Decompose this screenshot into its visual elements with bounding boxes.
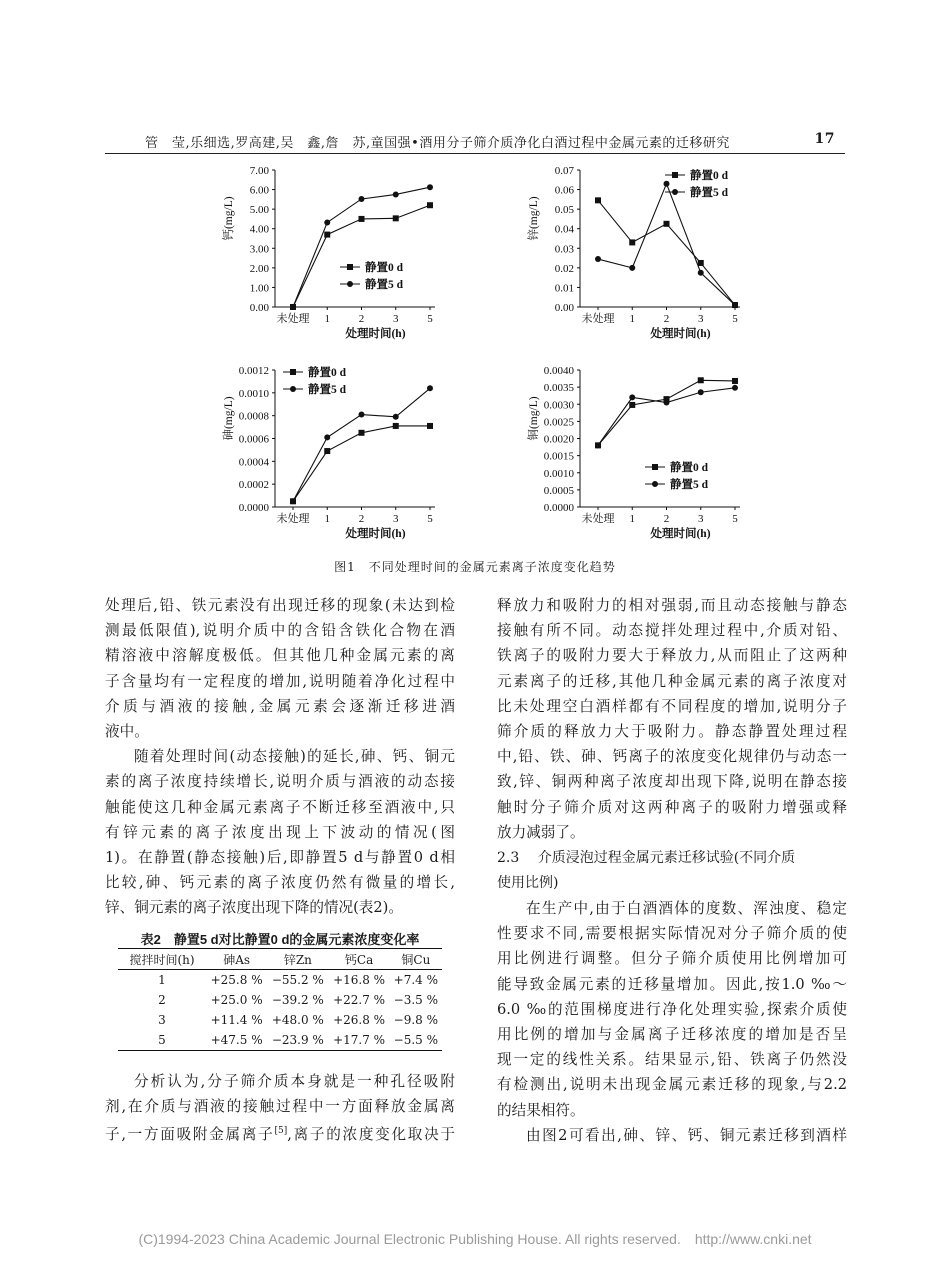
table-cell: +47.5 %	[210, 1033, 263, 1047]
x-tick-label: 1	[324, 513, 330, 525]
data-point	[595, 197, 601, 203]
data-point	[698, 270, 704, 276]
table-row	[118, 1010, 442, 1030]
table-cell: +22.7 %	[333, 993, 386, 1007]
legend-marker	[652, 481, 658, 487]
table-row	[118, 970, 442, 991]
x-tick-label: 2	[663, 313, 670, 325]
y-tick-label: 0.0005	[543, 484, 574, 497]
legend-marker	[290, 386, 296, 392]
table-cell: −3.5 %	[393, 993, 439, 1007]
x-tick-label: 1	[324, 313, 330, 325]
data-table	[118, 948, 442, 1051]
data-point	[290, 304, 296, 310]
right-column-text-2	[497, 896, 847, 1148]
x-tick-label: 未处理	[581, 513, 615, 525]
legend-label: 静置5 d	[365, 279, 404, 291]
x-axis-label: 处理时间(h)	[650, 528, 711, 540]
legend-label: 静置0 d	[365, 262, 404, 274]
x-tick-label: 3	[698, 313, 704, 325]
table-cell: −9.8 %	[393, 1013, 439, 1027]
data-point	[393, 414, 399, 420]
data-point	[427, 202, 433, 208]
data-point	[629, 239, 635, 245]
y-tick-label: 0.01	[554, 282, 574, 295]
right-column-text	[497, 593, 847, 845]
legend-marker	[672, 172, 678, 178]
text-line: 素的离子浓度持续增长,说明介质与酒液的动态接	[105, 773, 455, 791]
text-line: 铁离子的吸附力要大于释放力,从而阻止了这两种	[497, 647, 847, 665]
y-tick-label: 5.00	[249, 204, 269, 217]
text-line: 比较,砷、钙元素的离子浓度仍然有微量的增长,	[105, 874, 455, 892]
paragraph	[105, 593, 455, 744]
text-line: 分析认为,分子筛介质本身就是一种孔径吸附	[134, 1073, 455, 1090]
text-line: 精溶液中溶解度极低。但其他几种金属元素的离	[105, 647, 455, 665]
y-tick-label: 0.05	[554, 204, 574, 217]
data-point	[698, 377, 704, 383]
text-line: 用比例的增加与金属离子迁移浓度的增加是否呈	[497, 1026, 847, 1044]
x-tick-label: 1	[629, 313, 635, 325]
y-tick-label: 0.0002	[238, 479, 269, 492]
y-axis-label: 砷(mg/L)	[223, 396, 235, 441]
x-tick-label: 2	[663, 513, 670, 525]
text-line: 接触有所不同。动态搅拌处理过程中,介质对铅、	[497, 622, 847, 640]
y-tick-label: 0.04	[554, 223, 574, 236]
text-line: 中,铅、铁、砷、钙离子的浓度变化规律仍与动态一	[497, 748, 847, 766]
table-cell: 5	[158, 1033, 166, 1047]
table-cell: +16.8 %	[333, 973, 386, 987]
y-tick-label: 7.00	[249, 165, 269, 177]
left-column-text-after-table	[105, 1069, 455, 1147]
y-tick-label: 0.0004	[238, 456, 269, 469]
chart-arsenic	[215, 360, 465, 550]
chart-copper	[520, 360, 770, 550]
text-line: 随着处理时间(动态接触)的延长,砷、钙、铜元	[134, 748, 455, 766]
text-line: 处理后,铅、铁元素没有出现迁移的现象(未达到检	[105, 597, 455, 614]
table-cell: +11.4 %	[210, 1013, 263, 1027]
y-tick-label: 0.0020	[543, 433, 574, 446]
text-line: 1)。在静置(静态接触)后,即静置5 d与静置0 d相	[105, 849, 455, 867]
data-point	[595, 442, 601, 448]
text-line: 释放力和吸附力的相对强弱,而且动态接触与静态	[497, 597, 847, 614]
x-tick-label: 2	[358, 513, 365, 525]
data-point	[359, 216, 365, 222]
y-tick-label: 0.07	[554, 165, 574, 177]
table-title: 表2 静置5 d对比静置0 d的金属元素浓度变化率	[140, 932, 420, 947]
legend-marker	[652, 464, 658, 470]
y-tick-label: 0.0010	[238, 387, 269, 400]
text-line: 6.0 ‰的范围梯度进行净化处理实验,探索介质使	[497, 1000, 847, 1018]
text-line: 子,一方面吸附金属离子[5],离子的浓度变化取决于	[105, 1126, 455, 1144]
data-point	[324, 434, 330, 440]
x-tick-label: 5	[732, 313, 738, 325]
x-tick-label: 未处理	[276, 513, 310, 525]
y-tick-label: 0.06	[554, 184, 574, 197]
legend-label: 静置5 d	[690, 187, 729, 199]
y-axis-label: 钙(mg/L)	[223, 196, 235, 241]
legend-label: 静置0 d	[690, 170, 729, 182]
y-tick-label: 0.0006	[238, 433, 269, 446]
data-point	[698, 389, 704, 395]
text-line: 触能使这几种金属元素离子不断迁移至酒液中,只	[105, 798, 455, 816]
y-tick-label: 2.00	[249, 262, 269, 275]
y-tick-label: 0.03	[554, 243, 574, 256]
y-tick-label: 0.0040	[543, 365, 574, 377]
x-tick-label: 5	[427, 313, 433, 325]
section-title-continued: 使用比例)	[497, 875, 559, 891]
running-header	[105, 131, 845, 154]
series-line	[598, 200, 735, 305]
data-point	[393, 423, 399, 429]
y-tick-label: 0.0000	[543, 502, 574, 514]
page-number: 17	[814, 131, 835, 147]
figure-caption: 图1 不同处理时间的金属元素离子浓度变化趋势	[334, 560, 616, 574]
column-header: 锌Zn	[283, 952, 312, 967]
text-line: 筛介质的释放力大于吸附力。静态静置处理过程	[497, 723, 847, 741]
text-line: 有检测出,说明未出现金属元素迁移的现象,与2.2	[497, 1076, 847, 1094]
data-point	[629, 394, 635, 400]
column-header: 铜Cu	[401, 952, 431, 967]
series-line	[293, 388, 430, 501]
text-line: 锌、铜元素的离子浓度出现下降的情况(表2)。	[105, 899, 403, 917]
table-cell: 3	[158, 1013, 166, 1027]
text-line: 子含量均有一定程度的增加,说明随着净化过程中	[105, 672, 455, 690]
table-row	[118, 1030, 442, 1051]
data-point	[629, 402, 635, 408]
y-tick-label: 0.0010	[543, 467, 574, 480]
text-line: 触时分子筛介质对这两种离子的吸附力增强或释	[497, 798, 847, 816]
legend-label: 静置5 d	[670, 479, 709, 491]
x-tick-label: 5	[427, 513, 433, 525]
series-line	[598, 184, 735, 305]
table-header-row	[118, 949, 442, 970]
data-point	[664, 400, 670, 406]
legend-label: 静置0 d	[308, 367, 347, 379]
text-line: 有锌元素的离子浓度出现上下波动的情况(图	[105, 823, 455, 841]
x-tick-label: 3	[393, 513, 399, 525]
y-tick-label: 1.00	[249, 282, 269, 295]
chart-calcium	[215, 160, 465, 350]
table-cell: +17.7 %	[333, 1033, 386, 1047]
table-cell: +48.0 %	[271, 1013, 324, 1027]
y-tick-label: 0.0025	[543, 416, 574, 429]
column-header: 砷As	[223, 952, 251, 967]
text-line: 在生产中,由于白酒酒体的度数、浑浊度、稳定	[526, 900, 847, 917]
y-tick-label: 0.00	[554, 302, 574, 314]
table-cell: +25.8 %	[210, 973, 263, 987]
data-point	[359, 412, 365, 418]
y-tick-label: 4.00	[249, 223, 269, 236]
data-point	[324, 232, 330, 238]
data-point	[427, 184, 433, 190]
table-cell: +25.0 %	[210, 993, 263, 1007]
y-tick-label: 0.00	[249, 302, 269, 314]
data-point	[427, 385, 433, 391]
section-title: 介质浸泡过程金属元素迁移试验(不同介质	[537, 850, 796, 866]
text-line: 致,锌、铜两种离子浓度却出现下降,说明在静态接	[497, 773, 847, 791]
x-tick-label: 3	[698, 513, 704, 525]
text-line: 现一定的线性关系。结果显示,铅、铁离子仍然没	[497, 1051, 847, 1069]
y-tick-label: 0.02	[554, 262, 574, 275]
x-axis-label: 处理时间(h)	[650, 328, 711, 340]
x-tick-label: 1	[629, 513, 635, 525]
text-line: 剂,在介质与酒液的接触过程中一方面释放金属离	[105, 1098, 455, 1116]
y-tick-label: 0.0035	[543, 382, 574, 395]
data-point	[427, 423, 433, 429]
table-cell: +7.4 %	[393, 973, 439, 987]
table-cell: 1	[158, 973, 166, 987]
data-point	[324, 448, 330, 454]
text-line: 元素离子的迁移,其他几种金属元素的离子浓度对	[497, 672, 847, 690]
text-line: 放力减弱了。	[497, 823, 585, 841]
text-line: 测最低限值),说明介质中的含铅含铁化合物在酒	[105, 622, 455, 640]
data-point	[629, 265, 635, 271]
x-tick-label: 3	[393, 313, 399, 325]
y-axis-label: 锌(mg/L)	[528, 196, 540, 241]
text-line: 用比例进行调整。但分子筛介质使用比例增加可	[497, 950, 847, 968]
running-title: 管 莹,乐细选,罗高建,吴 鑫,詹 苏,童国强•酒用分子筛介质净化白酒过程中金属元素的迁移研究	[145, 136, 730, 151]
x-tick-label: 2	[358, 313, 365, 325]
column-header: 钙Ca	[344, 952, 374, 967]
y-tick-label: 0.0015	[543, 450, 574, 463]
data-point	[290, 498, 296, 504]
legend-marker	[672, 189, 678, 195]
data-point	[595, 256, 601, 262]
column-header: 搅拌时间(h)	[129, 952, 195, 967]
legend-label: 静置5 d	[308, 384, 347, 396]
chart-zinc	[520, 160, 770, 350]
data-point	[732, 385, 738, 391]
paragraph	[105, 744, 455, 920]
y-tick-label: 0.0008	[238, 410, 269, 423]
table-cell: −23.9 %	[271, 1033, 324, 1047]
data-point	[359, 430, 365, 436]
text-line: 由图2可看出,砷、锌、钙、铜元素迁移到酒样	[526, 1126, 847, 1144]
section-heading	[497, 846, 847, 896]
legend-label: 静置0 d	[670, 462, 709, 474]
table-cell: +26.8 %	[333, 1013, 386, 1027]
x-tick-label: 未处理	[581, 313, 615, 325]
x-tick-label: 5	[732, 513, 738, 525]
table-cell: 2	[158, 993, 166, 1007]
legend-marker	[347, 281, 353, 287]
data-point	[359, 196, 365, 202]
text-line: 性要求不同,需要根据实际情况对分子筛介质的使	[497, 925, 847, 943]
text-line: 比未处理空白酒样都有不同程度的增加,说明分子	[497, 697, 847, 715]
text-line: 液中。	[105, 723, 149, 741]
data-point	[324, 219, 330, 225]
legend-marker	[347, 264, 353, 270]
section-number: 2.3	[497, 850, 520, 866]
x-axis-label: 处理时间(h)	[345, 328, 406, 340]
data-point	[732, 302, 738, 308]
data-point	[732, 378, 738, 384]
y-tick-label: 3.00	[249, 243, 269, 256]
data-point	[664, 221, 670, 227]
x-tick-label: 未处理	[276, 313, 310, 325]
y-tick-label: 0.0012	[238, 365, 269, 377]
text-line: 能导致金属元素的迁移量增加。因此,按1.0 ‰～	[497, 975, 847, 993]
y-tick-label: 0.0000	[238, 502, 269, 514]
data-point	[698, 260, 704, 266]
table-cell: −55.2 %	[271, 973, 324, 987]
copyright-footer: (C)1994-2023 China Academic Journal Electronic Publishing House. All rights reserved. http://www.cnki.net	[138, 1231, 812, 1247]
table-row	[118, 990, 442, 1010]
y-tick-label: 6.00	[249, 184, 269, 197]
x-axis-label: 处理时间(h)	[345, 528, 406, 540]
legend-marker	[290, 369, 296, 375]
data-point	[393, 191, 399, 197]
data-point	[664, 181, 670, 187]
y-tick-label: 0.0030	[543, 399, 574, 412]
y-axis-label: 铜(mg/L)	[528, 396, 540, 441]
text-line: 的结果相符。	[497, 1101, 585, 1119]
data-point	[393, 215, 399, 221]
table-cell: −39.2 %	[271, 993, 324, 1007]
table-cell: −5.5 %	[393, 1033, 439, 1047]
series-line	[293, 187, 430, 307]
text-line: 介质与酒液的接触,金属元素会逐渐迁移进酒	[105, 697, 455, 715]
left-column-text	[105, 593, 455, 921]
